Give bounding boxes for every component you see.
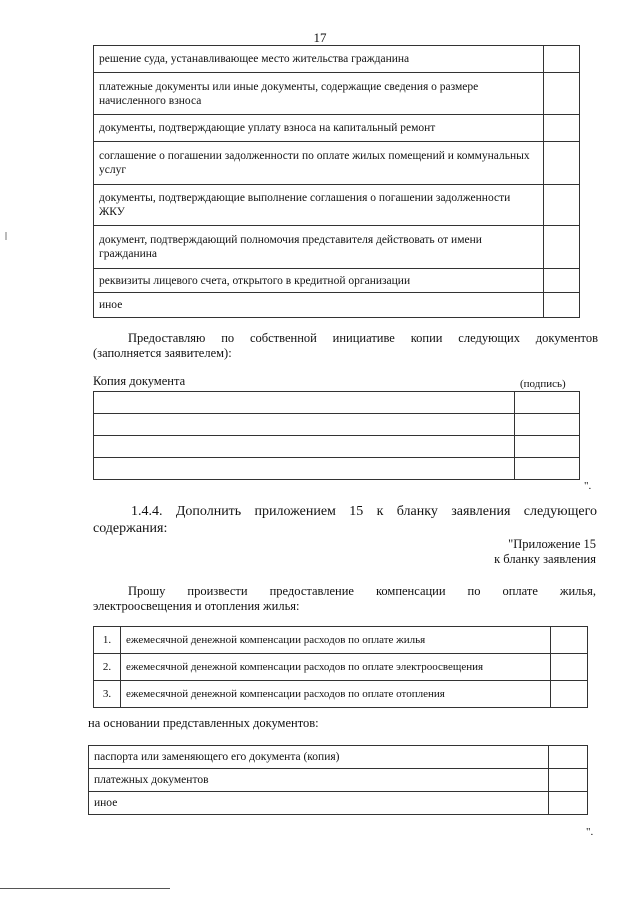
row-number: 1.: [94, 627, 121, 654]
table-row: [94, 293, 580, 318]
document-label: документ, подтверждающий полномочия представителя действовать от имени гражданина: [94, 226, 544, 269]
basis-documents-table: [88, 745, 588, 815]
table-row: [94, 681, 588, 708]
checkbox-cell[interactable]: [544, 142, 580, 185]
basis-document-label: платежных документов: [89, 769, 549, 792]
document-label: иное: [94, 293, 544, 318]
table-row: [94, 185, 580, 226]
basis-document-label: иное: [89, 792, 549, 815]
table-row: [94, 627, 588, 654]
request-line1: Прошу произвести предоставление компенсации по оплате жилья,: [128, 584, 596, 598]
document-label: соглашение о погашении задолженности по оплате жилых помещений и коммунальных услуг: [94, 142, 544, 185]
compensation-table: [93, 626, 588, 708]
row-number: 2.: [94, 654, 121, 681]
signature-cell[interactable]: [515, 414, 580, 436]
copy-input-cell[interactable]: [94, 414, 515, 436]
documents-table: [93, 45, 580, 318]
table-row: [94, 436, 580, 458]
checkbox-cell[interactable]: [544, 46, 580, 73]
amendment-line2: содержания:: [93, 521, 168, 536]
checkbox-cell[interactable]: [544, 115, 580, 142]
checkbox-cell[interactable]: [551, 681, 588, 708]
copy-input-cell[interactable]: [94, 392, 515, 414]
compensation-label: ежемесячной денежной компенсации расходов по оплате электроосвещения: [121, 654, 551, 681]
checkbox-cell[interactable]: [551, 627, 588, 654]
copy-input-cell[interactable]: [94, 458, 515, 480]
basis-label: на основании представленных документов:: [88, 716, 319, 730]
table-row: [94, 458, 580, 480]
checkbox-cell[interactable]: [544, 269, 580, 293]
checkbox-cell[interactable]: [544, 226, 580, 269]
table-row: [89, 769, 588, 792]
compensation-label: ежемесячной денежной компенсации расходов по оплате отопления: [121, 681, 551, 708]
checkbox-cell[interactable]: [544, 185, 580, 226]
row-number: 3.: [94, 681, 121, 708]
initiative-paragraph-line1: Предоставляю по собственной инициативе копии следующих документов: [128, 331, 598, 345]
document-label: документы, подтверждающие уплату взноса на капитальный ремонт: [94, 115, 544, 142]
closing-quote: ".: [584, 480, 592, 492]
signature-cell[interactable]: [515, 458, 580, 480]
document-label: документы, подтверждающие выполнение соглашения о погашении задолженности ЖКУ: [94, 185, 544, 226]
signature-column-label: (подпись): [520, 378, 566, 390]
table-row: [94, 414, 580, 436]
table-row: [89, 792, 588, 815]
footer-rule: [0, 888, 170, 889]
basis-document-label: паспорта или заменяющего его документа (копия): [89, 746, 549, 769]
document-label: платежные документы или иные документы, содержащие сведения о размере начисленного взноса: [94, 73, 544, 115]
checkbox-cell[interactable]: [549, 746, 588, 769]
checkbox-cell[interactable]: [551, 654, 588, 681]
copy-input-cell[interactable]: [94, 436, 515, 458]
initiative-paragraph-line2: (заполняется заявителем):: [93, 346, 232, 360]
amendment-line1: 1.4.4. Дополнить приложением 15 к бланку заявления следующего: [131, 504, 597, 519]
table-row: [94, 654, 588, 681]
checkbox-cell[interactable]: [549, 769, 588, 792]
page-number: 17: [313, 30, 327, 45]
request-line2: электроосвещения и отопления жилья:: [93, 599, 300, 613]
table-row: [94, 226, 580, 269]
compensation-label: ежемесячной денежной компенсации расходов по оплате жилья: [121, 627, 551, 654]
table-row: [94, 46, 580, 73]
final-quote: ".: [586, 826, 594, 838]
checkbox-cell[interactable]: [549, 792, 588, 815]
table-row: [94, 115, 580, 142]
checkbox-cell[interactable]: [544, 293, 580, 318]
initiative-copies-table: [93, 391, 580, 480]
document-label: реквизиты лицевого счета, открытого в кредитной организации: [94, 269, 544, 293]
table-row: [89, 746, 588, 769]
table-row: [94, 392, 580, 414]
table-row: [94, 73, 580, 115]
scan-mark: [5, 232, 7, 240]
table-row: [94, 142, 580, 185]
table-row: [94, 269, 580, 293]
appendix-subtitle: к бланку заявления: [494, 552, 596, 566]
signature-cell[interactable]: [515, 392, 580, 414]
copy-column-label: Копия документа: [93, 374, 186, 388]
signature-cell[interactable]: [515, 436, 580, 458]
document-label: решение суда, устанавливающее место жительства гражданина: [94, 46, 544, 73]
checkbox-cell[interactable]: [544, 73, 580, 115]
appendix-title: "Приложение 15: [508, 537, 596, 551]
